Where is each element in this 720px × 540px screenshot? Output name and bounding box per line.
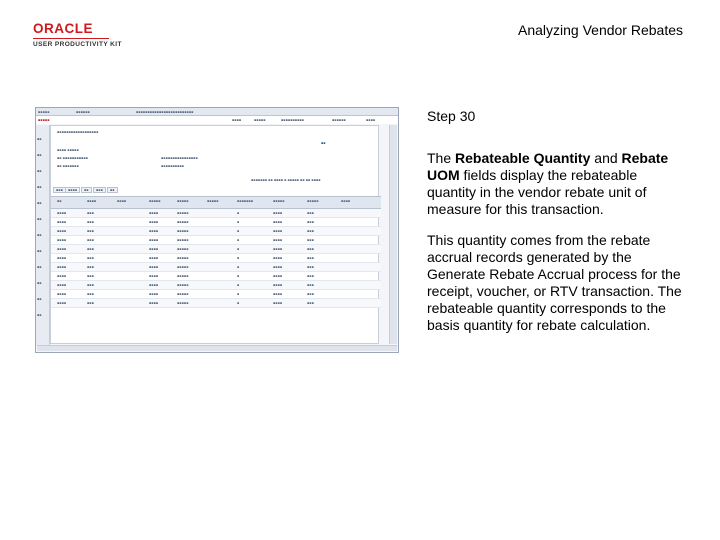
step-detail: This quantity comes from the rebate accrual records generated by the Generate Rebate Accrual process for the receipt, voucher, or RTV transaction. The rebateable quantity corresponds to the basis quantity for rebate calculation.	[427, 232, 682, 333]
screenshot-row: ▪▪▪▪ ▪▪▪ ▪▪▪▪ ▪▪▪▪▪ ▪ ▪▪▪▪ ▪▪▪	[51, 290, 381, 299]
screenshot-row: ▪▪▪▪ ▪▪▪ ▪▪▪▪ ▪▪▪▪▪ ▪ ▪▪▪▪ ▪▪▪	[51, 236, 381, 245]
field-name-rebate-uom: Rebate UOM	[427, 150, 669, 183]
field-name-rebateable-quantity: Rebateable Quantity	[455, 150, 591, 166]
desc-text-1: The	[427, 150, 456, 166]
screenshot-left-menu: ▪▪ ▪▪ ▪▪ ▪▪ ▪▪ ▪▪ ▪▪ ▪▪ ▪▪ ▪▪ ▪▪ ▪▪	[36, 125, 50, 346]
desc-text-2: and	[590, 150, 622, 166]
screenshot-grid	[51, 196, 381, 305]
page-title: Analyzing Vendor Rebates	[518, 22, 683, 38]
screenshot-row: ▪▪▪▪ ▪▪▪ ▪▪▪▪ ▪▪▪▪▪ ▪ ▪▪▪▪ ▪▪▪	[51, 281, 381, 290]
screenshot-topbar: ▪▪▪▪▪ ▪▪▪▪▪▪ ▪▪▪▪▪▪▪▪▪▪▪▪▪▪▪▪▪▪▪▪▪▪▪▪▪	[36, 108, 398, 116]
desc-text-3: fields display the rebateable quantity in the vendor rebate unit of measure for this transaction.	[427, 167, 647, 217]
screenshot-row: ▪▪▪▪ ▪▪▪ ▪▪▪▪ ▪▪▪▪▪ ▪ ▪▪▪▪ ▪▪▪	[51, 227, 381, 236]
screenshot-help-link: ▪▪	[321, 141, 326, 145]
step-description	[427, 150, 689, 218]
screenshot-row: ▪▪▪▪ ▪▪▪ ▪▪▪▪ ▪▪▪▪▪ ▪ ▪▪▪▪ ▪▪▪	[51, 263, 381, 272]
screenshot-row: ▪▪▪▪ ▪▪▪ ▪▪▪▪ ▪▪▪▪▪ ▪ ▪▪▪▪ ▪▪▪	[51, 254, 381, 263]
logo-rule	[33, 38, 109, 39]
screenshot-horizontal-scrollbar	[37, 345, 397, 351]
screenshot-row: ▪▪▪▪ ▪▪▪ ▪▪▪▪ ▪▪▪▪▪ ▪ ▪▪▪▪ ▪▪▪	[51, 245, 381, 254]
application-screenshot	[35, 107, 399, 353]
screenshot-panel: ▪▪▪▪▪▪▪▪▪▪▪▪▪▪▪▪▪▪ ▪▪ ▪▪▪▪ ▪▪▪▪▪ ▪▪ ▪▪▪▪▪▪▪▪▪▪▪ ▪▪ ▪▪▪▪▪▪▪ ▪▪▪▪▪▪▪▪▪▪▪▪▪▪▪▪ ▪▪▪▪▪▪▪▪▪▪ ▪▪▪▪▪▪▪ ▪▪ ▪▪▪▪ ▪ ▪▪▪▪▪ ▪▪ ▪▪ ▪▪▪▪ ▪▪▪ ▪▪▪▪ ▪▪ ▪▪▪ ▪▪ ▪▪ ▪▪▪▪ ▪▪▪▪ ▪▪▪▪▪ ▪▪▪▪▪ ▪▪▪▪▪ ▪▪▪▪▪▪▪ ▪▪▪▪▪ ▪▪▪▪▪ ▪▪▪▪ ▪▪▪▪ ▪▪▪ ▪▪▪▪ ▪▪▪▪▪ ▪ ▪▪▪▪ ▪▪▪ ▪▪▪▪ ▪▪▪ ▪▪▪▪ ▪▪▪▪▪ ▪ ▪▪▪▪ ▪▪▪ ▪▪▪▪ ▪▪▪ ▪▪▪▪ ▪▪▪▪▪ ▪ ▪▪▪▪ ▪▪▪ ▪▪▪▪ ▪▪▪ ▪▪▪▪ ▪▪▪▪▪ ▪ ▪▪▪▪ ▪▪▪ ▪▪▪▪ ▪▪▪ ▪▪▪▪ ▪▪▪▪▪ ▪ ▪▪▪▪ ▪▪▪ ▪▪▪▪ ▪▪▪ ▪▪▪▪ ▪▪▪▪▪ ▪ ▪▪▪▪ ▪▪▪ ▪▪▪▪ ▪▪▪ ▪▪▪▪ ▪▪▪▪▪ ▪ ▪▪▪▪ ▪▪▪ ▪▪▪▪ ▪▪▪ ▪▪▪▪ ▪▪▪▪▪ ▪ ▪▪▪▪ ▪▪▪ ▪▪▪▪ ▪▪▪ ▪▪▪▪ ▪▪▪▪▪ ▪ ▪▪▪▪ ▪▪▪ ▪▪▪▪ ▪▪▪ ▪▪▪▪ ▪▪▪▪▪ ▪ ▪▪▪▪ ▪▪▪ ▪▪▪▪ ▪▪▪ ▪▪▪▪ ▪▪▪▪▪ ▪ ▪▪▪▪ ▪▪▪	[50, 125, 379, 344]
screenshot-row: ▪▪▪▪ ▪▪▪ ▪▪▪▪ ▪▪▪▪▪ ▪ ▪▪▪▪ ▪▪▪	[51, 272, 381, 281]
logo-wordmark: ORACLE	[33, 21, 93, 36]
screenshot-row: ▪▪▪▪ ▪▪▪ ▪▪▪▪ ▪▪▪▪▪ ▪ ▪▪▪▪ ▪▪▪	[51, 218, 381, 227]
logo-subtitle: USER PRODUCTIVITY KIT	[33, 41, 122, 48]
oracle-logo	[33, 22, 123, 48]
screenshot-nav: ▪▪▪▪▪ ▪▪▪▪ ▪▪▪▪▪ ▪▪▪▪▪▪▪▪▪▪ ▪▪▪▪▪▪ ▪▪▪▪	[36, 116, 398, 124]
screenshot-row: ▪▪▪▪ ▪▪▪ ▪▪▪▪ ▪▪▪▪▪ ▪ ▪▪▪▪ ▪▪▪	[51, 209, 381, 218]
screenshot-row: ▪▪▪▪ ▪▪▪ ▪▪▪▪ ▪▪▪▪▪ ▪ ▪▪▪▪ ▪▪▪	[51, 299, 381, 308]
screenshot-vertical-scrollbar	[389, 125, 397, 344]
screenshot-grid-header: ▪▪ ▪▪▪▪ ▪▪▪▪ ▪▪▪▪▪ ▪▪▪▪▪ ▪▪▪▪▪ ▪▪▪▪▪▪▪ ▪▪▪▪▪ ▪▪▪▪▪ ▪▪▪▪	[51, 197, 381, 209]
step-label: Step 30	[427, 108, 476, 124]
